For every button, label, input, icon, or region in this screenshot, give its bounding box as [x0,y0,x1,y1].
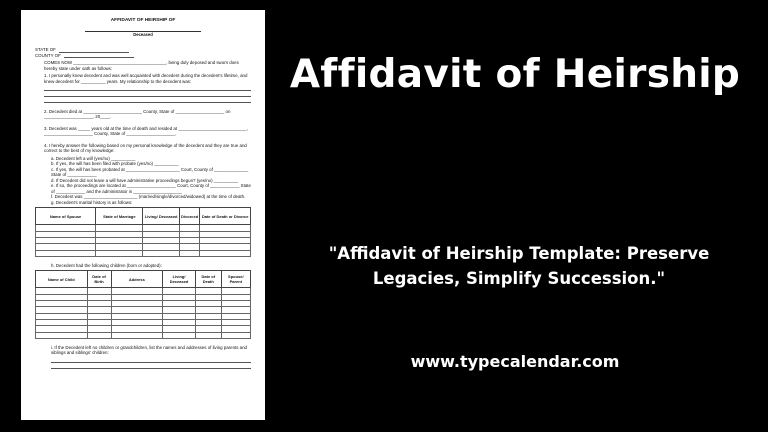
list-item: f. Decedent was ______________________ (married/single/divorced/widowed) at the time of death. [51,194,246,200]
table-row [36,332,251,338]
table-header: Living/ Deceased [163,271,196,288]
paragraph-i: i. If the Decedent left no children or grandchildren, list the names and addresses of living parents and siblings and siblings' children: [51,344,247,356]
list-item: c. If yes, the will has been probated at ______________________ Court, County of ______________ State of ____________ [51,166,249,178]
children-intro: h. Decedent had the following children (born or adopted): [51,262,162,268]
spouse-table [35,207,251,256]
table-header: Divorced [179,208,200,225]
comes-now-text: COMES NOW ______________________________________, being duly deposed and sworn does hereby state under oath as follows: [44,60,239,71]
document-preview [21,10,265,420]
item-list [35,156,251,206]
list-item: e. If so, the proceedings are located at ____________________ Court, County of ____________ State of ____________ and the administrator is ____________________ [51,183,251,194]
siblings-lines [35,358,251,369]
relationship-lines [35,86,251,103]
paragraph-4: 4. I hereby answer the following based on my personal knowledge of the decedent and they are true and correct to the best of my knowledge: [44,142,247,154]
table-header: Name of Child [36,271,88,288]
table-header: Name of Spouse [36,208,96,225]
state-label: STATE OF [35,47,56,53]
table-header: Address [111,271,163,288]
table-header: Spouse/ Parent [221,271,250,288]
table-row [36,250,251,256]
table-header: Date of Death or Divorce [200,208,251,225]
children-table [35,270,251,338]
list-item: g. Decedent's marital history is as follows: [51,199,133,205]
paragraph-3: 3. Decedent was _____ years old at the time of death and resided at ____________________________, ____________________ County, State of ____________________. [44,125,248,137]
paragraph-1: 1. I personally knew decedent and was well acquainted with decedent during the decedent's lifetime, and knew decedent for __________ years. My relationship to the decedent was: [44,73,248,84]
county-label: COUNTY OF [35,52,61,58]
paragraph-2: 2. Decedent died at ________________________ County, State of ____________________ on ____________________, 20____. [44,108,231,120]
table-header: State of Marriage [96,208,143,225]
document-title: AFFIDAVIT OF HEIRSHIP OF [110,18,176,23]
table-header: Date of Birth [87,271,111,288]
page-title: Affidavit of Heirship [289,52,741,97]
deceased-label: Deceased [133,31,153,37]
table-header: Date of Death [195,271,221,288]
list-item: d. If Decedent did not leave a will have administrative proceedings begun? (yes/no) __________ [51,177,239,183]
list-item: b. If yes, the will has been filed with probate (yes/no) __________ [51,161,179,167]
table-header: Living/ Deceased [143,208,179,225]
list-item: a. Decedent left a will (yes/no) __________ [51,155,136,161]
website-url: www.typecalendar.com [410,352,620,371]
tagline-quote: "Affidavit of Heirship Template: Preserve Legacies, Simplify Succession." [328,244,710,288]
